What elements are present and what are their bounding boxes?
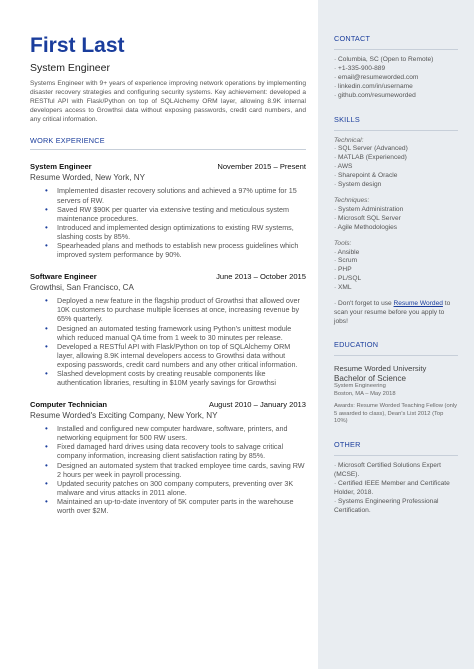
skill-item: · Sharepoint & Oracle xyxy=(334,172,398,180)
job-bullet: • Installed and configured new computer hardware, software, printers, and networking equipment for 500 RW users. xyxy=(45,424,306,442)
job-company: Growthsi, San Francisco, CA xyxy=(30,283,134,293)
education-field: System Engineering xyxy=(334,383,386,390)
other-item: · Systems Engineering Professional Certification. xyxy=(334,497,439,514)
resume-worded-link[interactable]: Resume Worded xyxy=(393,300,443,308)
job-entry xyxy=(30,400,306,515)
job-bullets xyxy=(30,424,306,515)
skills-list xyxy=(334,145,458,190)
contact-phone[interactable]: · +1-335-900-889 xyxy=(334,64,386,72)
other-section xyxy=(334,440,458,515)
skills-category-label: Techniques: xyxy=(334,196,370,204)
job-bullet: • Fixed damaged hard drives using data recovery tools to salvage critical company information, increasing client satisfaction rating by 85%. xyxy=(45,442,306,460)
skill-item: · Microsoft SQL Server xyxy=(334,214,401,222)
skill-item: · SQL Server (Advanced) xyxy=(334,145,408,153)
job-company: Resume Worded's Exciting Company, New York, NY xyxy=(30,411,218,421)
education-heading: EDUCATION xyxy=(334,340,458,356)
contact-linkedin-link[interactable]: · linkedin.com/in/username xyxy=(334,82,413,90)
job-bullet: • Saved RW $90K per quarter via extensive testing and meticulous system maintenance procedures. xyxy=(45,205,306,223)
skill-item: · System design xyxy=(334,181,382,189)
job-list xyxy=(30,162,306,515)
education-location-date: Boston, MA – May 2018 xyxy=(334,390,396,397)
skill-item: · AWS xyxy=(334,163,353,171)
skill-item: · PHP xyxy=(334,266,352,274)
work-experience-heading: WORK EXPERIENCE xyxy=(30,136,306,150)
skill-item: · Ansible xyxy=(334,248,360,256)
other-item: · Certified IEEE Member and Certificate Holder, 2018. xyxy=(334,479,450,496)
job-bullet: • Designed an automated system that tracked employee time cards, saving RW 2 hours per week in payroll processing. xyxy=(45,461,306,479)
job-bullet: • Deployed a new feature in the flagship product of Growthsi that allowed over 10K customers to purchase multiple licenses at once, increasing revenue by 65% quarterly. xyxy=(45,296,306,323)
job-bullet: • Implemented disaster recovery solutions and achieved a 97% uptime for 15 servers of RW. xyxy=(45,186,306,204)
skill-item: · Scrum xyxy=(334,257,358,265)
job-bullet: • Designed an automated testing framework using Python's unittest module which reduced manual QA time from 1 week to 30 minutes per release. xyxy=(45,324,306,342)
education-degree: Bachelor of Science xyxy=(334,374,406,384)
job-bullet: • Introduced and implemented design optimizations to existing RW systems, slashing costs by 85%. xyxy=(45,223,306,241)
job-bullet: • Updated security patches on 300 company computers, preventing over 3K malware and virus attacks in 2011 alone. xyxy=(45,479,306,497)
education-awards: Awards: Resume Worded Teaching Fellow (only 5 awarded to class), Dean's List 2012 (Top 10%) xyxy=(334,403,458,425)
education-section xyxy=(334,340,458,426)
other-item: · Microsoft Certified Solutions Expert (MCSE). xyxy=(334,462,442,478)
skill-item: · Agile Methodologies xyxy=(334,223,398,231)
contact-github-link[interactable]: · github.com/resumeworded xyxy=(334,91,416,99)
education-school: Resume Worded University xyxy=(334,364,427,374)
job-bullet: • Slashed development costs by creating reusable components like authentication libraries, resulting in $10M yearly savings for Growthsi xyxy=(45,369,306,387)
skill-item: · System Administration xyxy=(334,205,404,213)
skills-list xyxy=(334,206,458,233)
job-bullets xyxy=(30,296,306,387)
resume-worded-note: · Don't forget to use Resume Worded to scan your resume before you apply to jobs! xyxy=(334,300,451,326)
other-list xyxy=(334,462,458,515)
skill-item: · MATLAB (Experienced) xyxy=(334,154,407,162)
contact-email-link[interactable]: · email@resumeworded.com xyxy=(334,73,419,81)
summary: Systems Engineer with 9+ years of experience improving network operations by implementing disaster recovery strategies and configuring security systems. Key achievement: developed a RESTful API with Flask/Python on top of SQLAlchemy ORM layer, allowing 8.9K internal developers access to Growthsi data without exposing passwords, credit card numbers, and any critical information. xyxy=(30,80,306,124)
candidate-name: First Last xyxy=(30,34,125,57)
skills-category-label: Tools: xyxy=(334,239,352,247)
job-entry xyxy=(30,162,306,259)
job-role: Computer Technician xyxy=(30,400,108,410)
sidebar xyxy=(318,0,474,669)
job-role: Software Engineer xyxy=(30,272,97,282)
job-bullets xyxy=(30,186,306,259)
job-title: System Engineer xyxy=(30,62,110,74)
contact-section xyxy=(334,34,458,101)
skills-category-label: Technical: xyxy=(334,136,364,144)
job-company: Resume Worded, New York, NY xyxy=(30,173,146,183)
skill-item: · XML xyxy=(334,284,352,292)
skill-item: · PL/SQL xyxy=(334,275,362,283)
other-heading: OTHER xyxy=(334,440,458,456)
job-bullet: • Maintained an up-to-date inventory of 5K computer parts in the warehouse worth over $2M. xyxy=(45,497,306,515)
job-dates: August 2010 – January 2013 xyxy=(208,400,306,410)
skills-list xyxy=(334,249,458,294)
job-entry xyxy=(30,272,306,387)
contact-location: · Columbia, SC (Open to Remote) xyxy=(334,56,434,63)
job-bullet: • Developed a RESTful API with Flask/Python on top of SQLAlchemy ORM layer, allowing 8.9K internal developers access to Growthsi data without exposing passwords, credit card numbers and any other critical information. xyxy=(45,342,306,369)
job-bullet: • Spearheaded plans and methods to establish new process guidelines which improved system performance by 90%. xyxy=(45,241,306,259)
job-role: System Engineer xyxy=(30,162,92,172)
contact-heading: CONTACT xyxy=(334,34,458,50)
job-dates: November 2015 – Present xyxy=(217,162,306,172)
skills-heading: SKILLS xyxy=(334,115,458,131)
skills-section xyxy=(334,115,458,327)
job-dates: June 2013 – October 2015 xyxy=(216,272,306,282)
contact-list xyxy=(334,56,458,101)
